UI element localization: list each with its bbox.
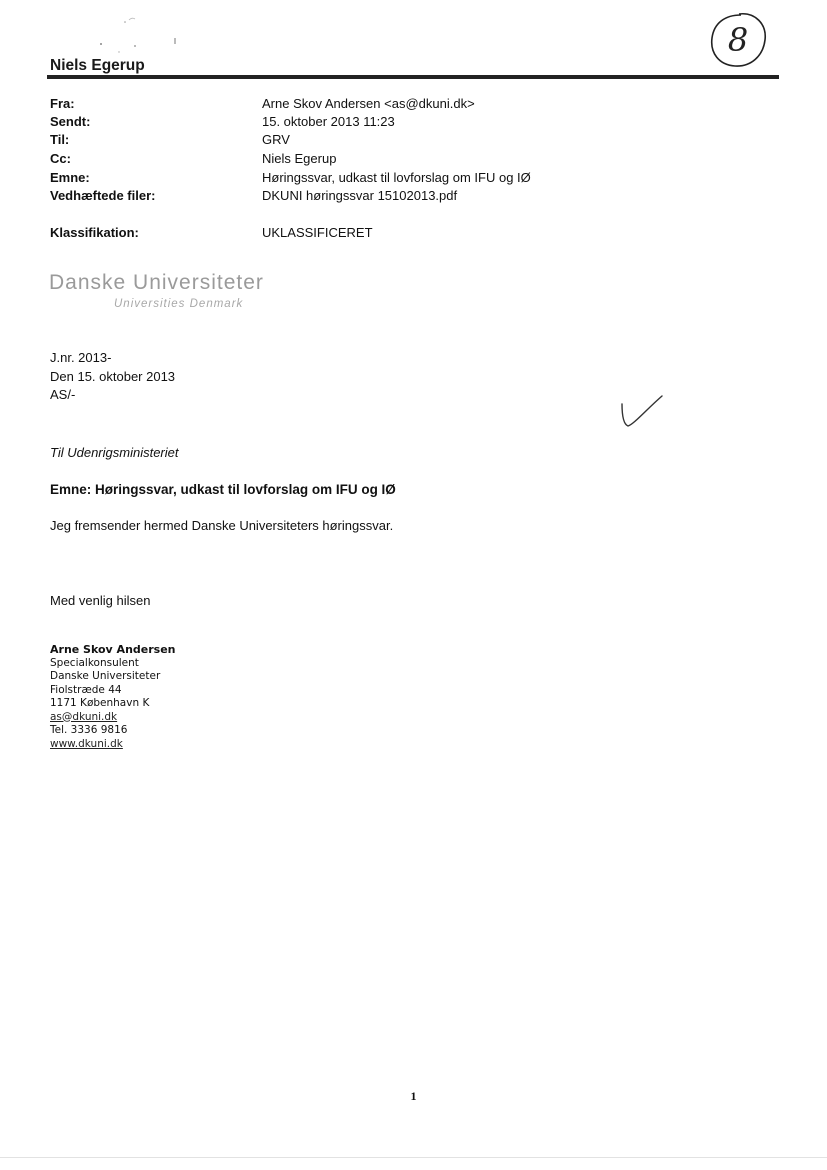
circle-stamp-icon xyxy=(707,10,769,70)
header-value-cc: Niels Egerup xyxy=(262,151,337,166)
handwritten-checkmark-icon xyxy=(616,394,668,430)
handwritten-page-stamp xyxy=(707,10,769,70)
header-value-classification: UKLASSIFICERET xyxy=(262,225,373,240)
header-divider xyxy=(47,75,779,79)
header-value-from: Arne Skov Andersen <as@dkuni.dk> xyxy=(262,96,475,111)
header-label-subject: Emne: xyxy=(50,170,90,185)
author-initials: AS/- xyxy=(50,387,76,402)
page-number: 1 xyxy=(410,1089,417,1103)
header-label-from: Fra: xyxy=(50,96,75,111)
header-value-attachments: DKUNI høringssvar 15102013.pdf xyxy=(262,188,458,203)
signature-phone: Tel. 3336 9816 xyxy=(50,724,128,736)
subject-line: Emne: Høringssvar, udkast til lovforslag om IFU og IØ xyxy=(50,482,396,497)
header-value-sent: 15. oktober 2013 11:23 xyxy=(262,114,395,129)
signature-name: Arne Skov Andersen xyxy=(50,643,176,656)
signature-organization: Danske Universiteter xyxy=(50,670,161,682)
header-label-attachments: Vedhæftede filer: xyxy=(50,188,156,203)
letter-date: Den 15. oktober 2013 xyxy=(50,369,176,384)
header-label-cc: Cc: xyxy=(50,151,71,166)
closing-greeting: Med venlig hilsen xyxy=(50,593,151,608)
signature-street: Fiolstræde 44 xyxy=(50,683,122,696)
sender-name: Niels Egerup xyxy=(50,57,145,74)
scan-specks-decoration xyxy=(95,14,195,60)
header-value-to: GRV xyxy=(262,132,290,147)
signature-city: 1171 København K xyxy=(50,697,150,709)
journal-number: J.nr. 2013- xyxy=(50,350,112,365)
header-label-classification: Klassifikation: xyxy=(50,225,139,240)
stamp-number: 8 xyxy=(727,21,749,59)
organization-logo-text: Danske Universiteter xyxy=(49,271,264,294)
signature-title: Specialkonsulent xyxy=(50,656,139,669)
signature-website-link[interactable]: www.dkuni.dk xyxy=(50,737,123,750)
header-value-subject: Høringssvar, udkast til lovforslag om IFU og IØ xyxy=(262,170,531,185)
organization-logo-subtitle: Universities Denmark xyxy=(114,298,244,310)
header-label-to: Til: xyxy=(50,132,70,147)
recipient-line: Til Udenrigsministeriet xyxy=(50,445,179,460)
header-label-sent: Sendt: xyxy=(50,114,91,129)
body-text: Jeg fremsender hermed Danske Universiteters høringssvar. xyxy=(50,518,394,533)
signature-email-link[interactable]: as@dkuni.dk xyxy=(50,710,118,723)
signature-block xyxy=(50,643,176,751)
page-bottom-edge xyxy=(0,1157,827,1158)
